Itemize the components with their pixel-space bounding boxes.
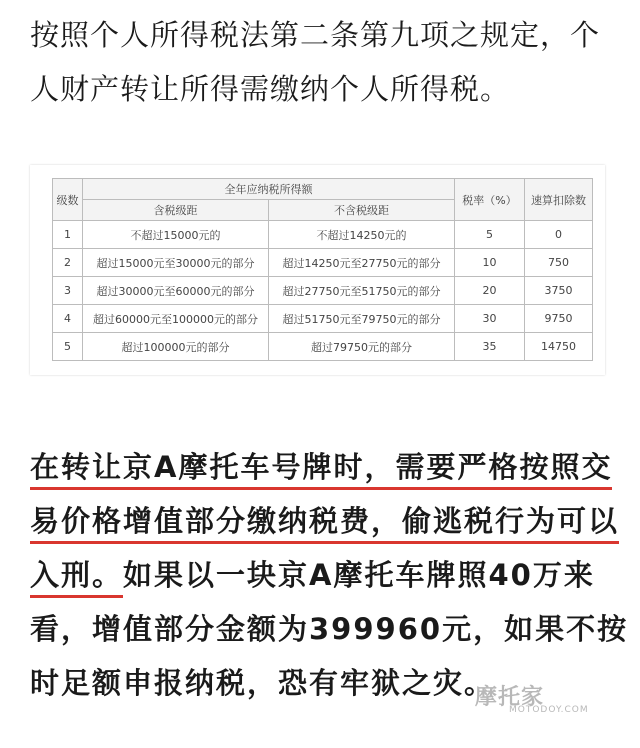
watermark-site: MOTODOY.COM xyxy=(509,705,589,715)
cell-with-tax: 超过30000元至60000元的部分 xyxy=(83,277,269,305)
table-row xyxy=(53,249,593,277)
highlighted-warning: 在转让京A摩托车号牌时，需要严格按照交易价格增值部分缴纳税费，偷逃税行为可以入刑。 xyxy=(30,450,619,598)
cell-without-tax: 超过79750元的部分 xyxy=(269,333,455,361)
cell-rate: 35 xyxy=(455,333,525,361)
cell-rate: 10 xyxy=(455,249,525,277)
header-without-tax: 不含税级距 xyxy=(269,200,455,221)
cell-without-tax: 超过27750元至51750元的部分 xyxy=(269,277,455,305)
intro-text: 按照个人所得税法第二条第九项之规定，个人财产转让所得需缴纳个人所得税。 xyxy=(30,18,601,106)
cell-with-tax: 不超过15000元的 xyxy=(83,221,269,249)
cell-deduction: 750 xyxy=(525,249,593,277)
tax-table-card xyxy=(30,165,605,375)
cell-deduction: 3750 xyxy=(525,277,593,305)
cell-deduction: 9750 xyxy=(525,305,593,333)
cell-level: 3 xyxy=(53,277,83,305)
cell-with-tax: 超过15000元至30000元的部分 xyxy=(83,249,269,277)
cell-without-tax: 超过14250元至27750元的部分 xyxy=(269,249,455,277)
header-deduction: 速算扣除数 xyxy=(525,179,593,221)
table-row xyxy=(53,333,593,361)
table-row xyxy=(53,221,593,249)
cell-level: 4 xyxy=(53,305,83,333)
table-row xyxy=(53,277,593,305)
cell-without-tax: 超过51750元至79750元的部分 xyxy=(269,305,455,333)
site-watermark xyxy=(475,678,615,718)
cell-rate: 30 xyxy=(455,305,525,333)
cell-rate: 5 xyxy=(455,221,525,249)
tax-rate-table xyxy=(52,178,593,361)
watermark-logo: 摩托家 xyxy=(475,685,545,710)
header-with-tax: 含税级距 xyxy=(83,200,269,221)
cell-level: 5 xyxy=(53,333,83,361)
cell-level: 2 xyxy=(53,249,83,277)
cell-rate: 20 xyxy=(455,277,525,305)
cell-level: 1 xyxy=(53,221,83,249)
header-rate: 税率（%） xyxy=(455,179,525,221)
cell-deduction: 0 xyxy=(525,221,593,249)
cell-with-tax: 超过60000元至100000元的部分 xyxy=(83,305,269,333)
paragraph-rest: 如果以一块京A摩托车牌照40万来看，增值部分金额为399960元，如果不按时足额申报纳税，恐有牢狱之灾。 xyxy=(30,558,629,700)
article-paragraph xyxy=(30,440,630,710)
table-row xyxy=(53,305,593,333)
header-level: 级数 xyxy=(53,179,83,221)
cell-without-tax: 不超过14250元的 xyxy=(269,221,455,249)
header-taxable-income: 全年应纳税所得额 xyxy=(83,179,455,200)
cell-deduction: 14750 xyxy=(525,333,593,361)
cell-with-tax: 超过100000元的部分 xyxy=(83,333,269,361)
